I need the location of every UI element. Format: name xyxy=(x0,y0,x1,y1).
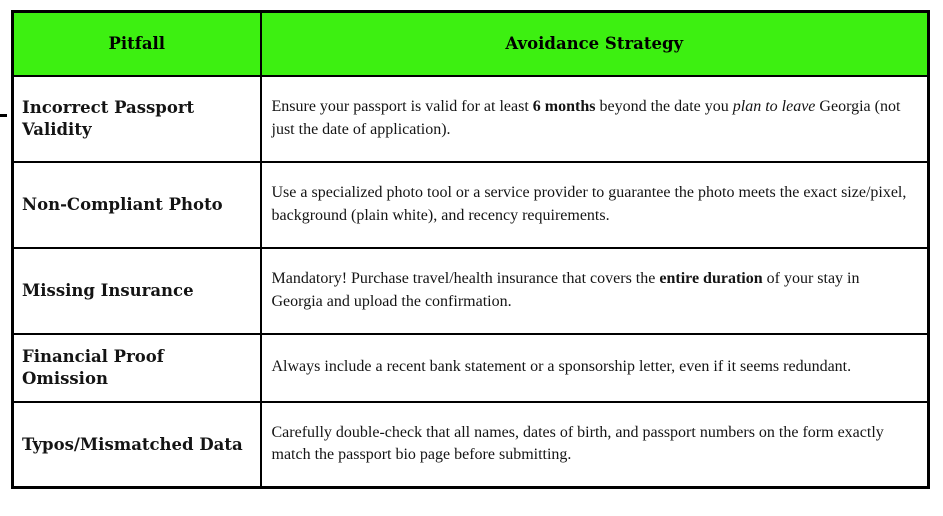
strategy-text-segment: Georgia (not just the date of application). xyxy=(271,98,901,138)
pitfall-cell: Missing Insurance xyxy=(13,248,261,334)
strategy-cell xyxy=(261,162,929,248)
column-header-pitfall: Pitfall xyxy=(13,12,261,76)
pitfall-avoidance-table xyxy=(11,10,930,489)
pitfall-cell: Non-Compliant Photo xyxy=(13,162,261,248)
column-header-avoidance-strategy: Avoidance Strategy xyxy=(261,12,929,76)
strategy-text-segment: Mandatory! Purchase travel/health insurance that covers the xyxy=(271,270,660,288)
strategy-cell xyxy=(261,248,929,334)
table-row xyxy=(13,334,929,402)
table-row xyxy=(13,402,929,488)
strategy-text-segment: beyond the date you xyxy=(595,98,733,116)
strategy-text-segment: Always include a recent bank statement or a sponsorship letter, even if it seems redundant. xyxy=(271,358,852,376)
table-row xyxy=(13,248,929,334)
strategy-text-segment: of your stay in Georgia and upload the confirmation. xyxy=(271,270,860,310)
left-edge-text-fragment xyxy=(0,114,7,117)
strategy-cell xyxy=(261,334,929,402)
strategy-cell xyxy=(261,76,929,162)
pitfall-cell: Typos/Mismatched Data xyxy=(13,402,261,488)
strategy-text-segment: Carefully double-check that all names, dates of birth, and passport numbers on the form exactly match the passport bio page before submitting. xyxy=(271,423,884,464)
strategy-text-segment: Ensure your passport is valid for at least xyxy=(271,98,533,116)
pitfall-cell: Financial Proof Omission xyxy=(13,334,261,402)
strategy-text-segment: 6 months xyxy=(532,98,596,116)
strategy-text-segment: plan to leave xyxy=(732,98,816,116)
pitfall-cell: Incorrect Passport Validity xyxy=(13,76,261,162)
header-row xyxy=(13,12,929,76)
strategy-cell xyxy=(261,402,929,488)
strategy-text-segment: entire duration xyxy=(659,270,763,288)
table-row xyxy=(13,162,929,248)
strategy-text-segment: Use a specialized photo tool or a service provider to guarantee the photo meets the exact size/pixel, background (plain white), and recency requirements. xyxy=(271,184,907,224)
table-row xyxy=(13,76,929,162)
